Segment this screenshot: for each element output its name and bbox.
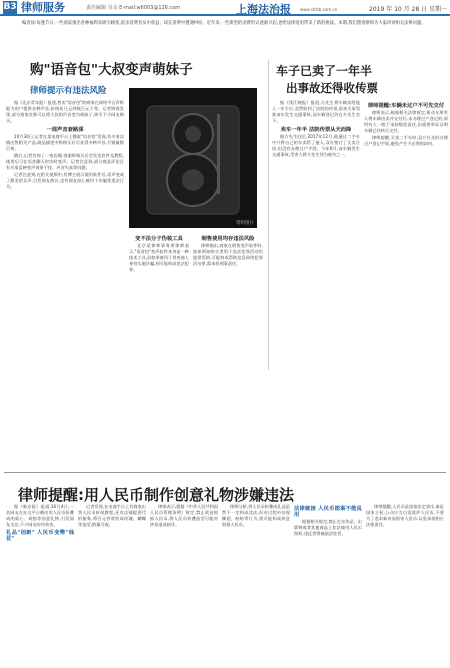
masthead bbox=[0, 0, 450, 16]
story-divider bbox=[4, 472, 446, 473]
story2-headline: 车子已卖了一年半 bbox=[276, 64, 373, 78]
story3-column-2 bbox=[78, 504, 146, 666]
paragraph: 律师提醒,人民币是国家法定货币,象征国家主权,公众应当自觉爱护人民币,不要为了追求新奇而损害人民币,以免承担相应法律责任。 bbox=[366, 504, 444, 528]
editor-note bbox=[22, 21, 434, 49]
story2-column-1 bbox=[272, 100, 360, 366]
paragraph: 据《钱江晚报》报道,方先生将车辆卖给他人一年半后,竟然收到了法院的传票,原来买家驾驶该车发生交通事故,而车辆登记仍在方先生名下。 bbox=[272, 100, 360, 124]
paragraph: 10月30日,记者在某电商平台上搜索"语音包"发现,有多家店铺出售相关产品,商品描述中称购买后可获得多种声音,月销量数百单。 bbox=[6, 134, 124, 152]
paragraph: 据《新京报》报道,10月4日,一名网友在社交平台晒出用人民币折叠成的爱心、戒指等创意礼物,引发网友关注,不少网友纷纷效仿。 bbox=[6, 504, 74, 528]
story3-column-5 bbox=[294, 504, 362, 666]
story3-column-6 bbox=[366, 504, 444, 666]
story3-column-1 bbox=[6, 504, 74, 666]
section-heading: 法律链接 人民币图案不能乱用 bbox=[294, 506, 362, 519]
section-title: 律师服务 bbox=[21, 1, 65, 14]
newspaper-name: 上海法治报 bbox=[236, 3, 291, 16]
story2-column-2 bbox=[364, 100, 448, 366]
section-heading: 律师提醒:车辆未过户不可先交付 bbox=[367, 103, 445, 109]
section-heading: 变不法分子伪装工具 bbox=[135, 236, 183, 242]
editor-meta: 责任编辑 吴余 E-mail:w6003@126.com bbox=[86, 5, 181, 11]
site-url[interactable]: www.shfzb.com.cn bbox=[300, 7, 338, 12]
paragraph: 记者注意到,在相关视频中,有博主展示使用软件后,男声变成了甜美的女声,引发网友热议,也有网友担心被用于诈骗等违法行为。 bbox=[6, 171, 124, 189]
paragraph: 律师指出,商家在销售变声软件时,如果明知购买者用于违法犯罪活动仍提供帮助,可能构成帮助信息网络犯罪活动罪,需承担刑事责任。 bbox=[193, 242, 263, 266]
paragraph: 根据相关规定,禁止在宣传品、出版物或者其他商品上非法使用人民币图样,违反者将被依法处罚。 bbox=[294, 518, 362, 536]
paragraph: 律师表示,根据《中华人民共和国人民币管理条例》规定,禁止故意毁损人民币,将人民币折叠造型可能对钞票造成损坏。 bbox=[150, 504, 218, 528]
story3-headline: 律师提醒:用人民币制作创意礼物涉嫌违法 bbox=[18, 486, 295, 504]
section-heading: 卖车一年半 法院传票从天而降 bbox=[280, 127, 352, 134]
paragraph: 据方先生回忆,2017年12月,他通过二手车中介将自己的车卖给了他人,双方签订了买卖合同,但没有办理过户手续。今年6月,该车辆发生交通事故,受害人将方先生列为被告之一。 bbox=[272, 134, 360, 158]
story1-column-2 bbox=[129, 233, 189, 368]
speaker-photo bbox=[129, 88, 257, 228]
paragraph: 北京某律师事务所律师表示,"语音包"变声软件本身是一种技术工具,但如果被用于冒充他人身份实施诈骗,则可能构成违法犯罪。 bbox=[129, 242, 189, 273]
speaker-image bbox=[129, 88, 257, 228]
story3-column-4 bbox=[222, 504, 290, 666]
story2-subhead: 出事故还得收传票 bbox=[286, 81, 378, 95]
paragraph: 律师提醒,买卖二手车时,双方应及时办理过户登记手续,避免产生不必要的纠纷。 bbox=[364, 134, 448, 146]
section-heading: 礼品"创新" 人民币变幣"钱花" bbox=[6, 530, 74, 543]
paragraph: 据《北京青年报》报道,售卖"语音包"的商家在网络平台声称能为用户提供各种声音,价格从几元到数百元不等。记者调查发现,部分商家宣称可以将大叔的声音变为萌妹子,吸引不少网友购买。 bbox=[6, 100, 124, 124]
image-caption: 资料图片 bbox=[236, 221, 254, 226]
section-heading: 制售使用均存违法风险 bbox=[201, 236, 255, 242]
story3-column-3 bbox=[150, 504, 218, 666]
story1-subhead: 律师提示有违法风险 bbox=[30, 86, 107, 96]
paragraph: 随后,记者咨询了一家店铺,客服称购买后会发送软件及教程,使用后可在语音聊天时实时变声。记者注意到,部分商品评论区有买家反映变声效果不佳、声音失真等问题。 bbox=[6, 152, 124, 171]
paragraph: 律师分析,将人民币折叠成礼品虽然不一定构成违法,但若过程中出现撕裂、粘贴等行为,则可能构成故意毁损人民币。 bbox=[222, 504, 290, 528]
paragraph: 律师表示,根据相关法律规定,机动车所有人将车辆出卖并交付后,未办理过户登记的,原所有人一般不承担赔偿责任,但需要举证证明车辆已经转让交付。 bbox=[364, 109, 448, 133]
section-heading: 一周声音套路深 bbox=[46, 127, 84, 134]
story1-headline: 购"语音包"大叔变声萌妹子 bbox=[30, 62, 193, 78]
paragraph: 记者发现,在电商平台上有商家出售人民币折纸教程,还有店铺提供代折服务,将百元钞票折成玫瑰、蝴蝶等造型,销量可观。 bbox=[78, 504, 146, 528]
editor-note-text: 编者按:每逢节日,一些商家推出各种福利来吸引顾客,很多消费者从中获益、却在消费中遭遇纠纷。近年来,一些新型的消费形式逐渐兴起,也给法律适用带来了新的挑战。本期,我们邀请律师为大家讲讲相关法律问题。 bbox=[22, 21, 426, 26]
story3-body bbox=[6, 504, 446, 666]
story1-column-1 bbox=[6, 100, 124, 366]
story1-column-3 bbox=[193, 233, 263, 368]
issue-date: 2019 年 10 月 28 日 星期一 bbox=[369, 6, 447, 13]
page-tag: B3 bbox=[3, 2, 17, 12]
column-divider bbox=[268, 60, 269, 370]
